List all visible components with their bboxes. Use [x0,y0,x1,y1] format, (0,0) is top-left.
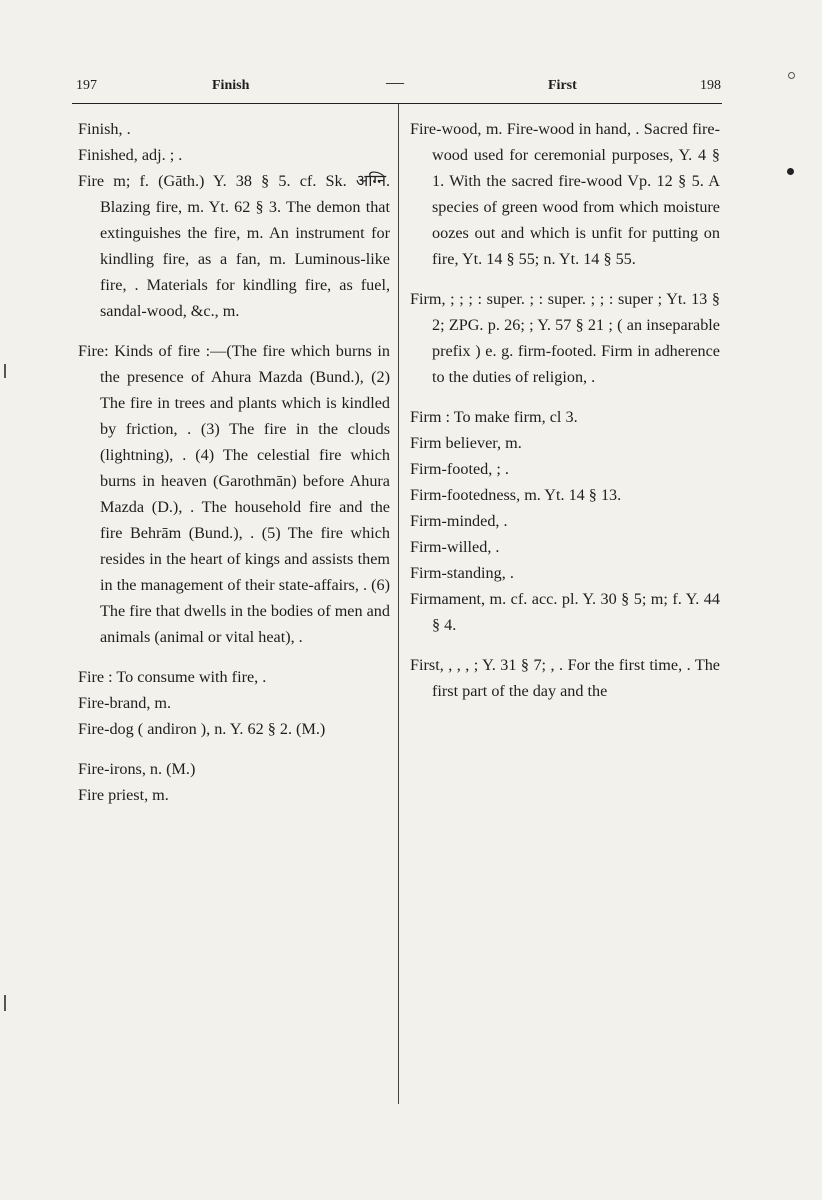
margin-tick-mark [4,364,6,378]
entry-fire-brand: Fire-brand, m. [78,694,172,712]
right-column [410,116,720,704]
entry-fire-kinds: Fire: Kinds of fire :—(The fire which burns in the presence of Ahura Mazda (Bund.), (2) The fire in trees and plants which is kindled by friction, . (3) The fire in the clouds (lightning), . (4) The celestial fire which burns in heaven (Garothmān) before Ahura Mazda (D.), . The household fire and the fire Behrām (Bund.), . (5) The fire which resides in the heart of kings and assists them in the management of their state-affairs, . (6) The fire that dwells in the bodies of men and animals (animal or vital heat), . [78,342,390,646]
entry-firm: Firm, ; ; ; : super. ; : super. ; ; : super ; Yt. 13 § 2; ZPG. p. 26; ; Y. 57 § 21 ; ( an inseparable prefix ) e. g. firm-footed. Firm in adherence to the duties of religion, . [410,290,720,386]
header-rule [72,103,722,104]
entry-firm-make: Firm : To make firm, cl 3. [410,408,578,426]
left-column [78,116,390,808]
entry-fire: Fire m; f. (Gāth.) Y. 38 § 5. cf. Sk. अग्नि. Blazing fire, m. Yt. 62 § 3. The demon that extinguishes the fire, m. An instrument for kindling fire, as a fan, m. Luminous-like fire, . Materials for kindling fire, as fuel, sandal-wood, &c., m. [78,172,390,320]
entry-firm-willed: Firm-willed, . [410,538,500,556]
entry-firm-minded: Firm-minded, . [410,512,508,530]
entry-firm-footedness: Firm-footedness, m. Yt. 14 § 13. [410,486,622,504]
entry-first: First, , , , ; Y. 31 § 7; , . For the first time, . The first part of the day and the [410,656,720,700]
column-divider [398,104,399,1104]
entry-fire-irons: Fire-irons, n. (M.) [78,760,196,778]
header-dash: — [386,72,404,92]
right-running-head: First [548,78,577,93]
left-page-number: 197 [76,78,97,93]
right-page-number: 198 [700,78,721,93]
entry-fire-wood: Fire-wood, m. Fire-wood in hand, . Sacred fire-wood used for ceremonial purposes, Y. 4 § 1. With the sacred fire-wood Vp. 12 § 5. A species of green wood from which moisture oozes out and which is unfit for putting on fire, Yt. 14 § 55; n. Yt. 14 § 55. [410,120,720,268]
entry-firm-believer: Firm believer, m. [410,434,522,452]
entry-firm-standing: Firm-standing, . [410,564,514,582]
entry-firmament: Firmament, m. cf. acc. pl. Y. 30 § 5; m; f. Y. 44 § 4. [410,590,720,634]
entry-fire-dog: Fire-dog ( andiron ), n. Y. 62 § 2. (M.) [78,720,326,738]
entry-finish: Finish, . [78,120,131,138]
entry-fire-priest: Fire priest, m. [78,786,169,804]
entry-finished: Finished, adj. ; . [78,146,183,164]
entry-firm-footed: Firm-footed, ; . [410,460,509,478]
margin-tick-mark [4,995,6,1011]
margin-circle-mark [788,72,795,79]
entry-fire-consume: Fire : To consume with fire, . [78,668,267,686]
left-running-head: Finish [212,78,250,93]
margin-dot-mark [787,168,794,175]
